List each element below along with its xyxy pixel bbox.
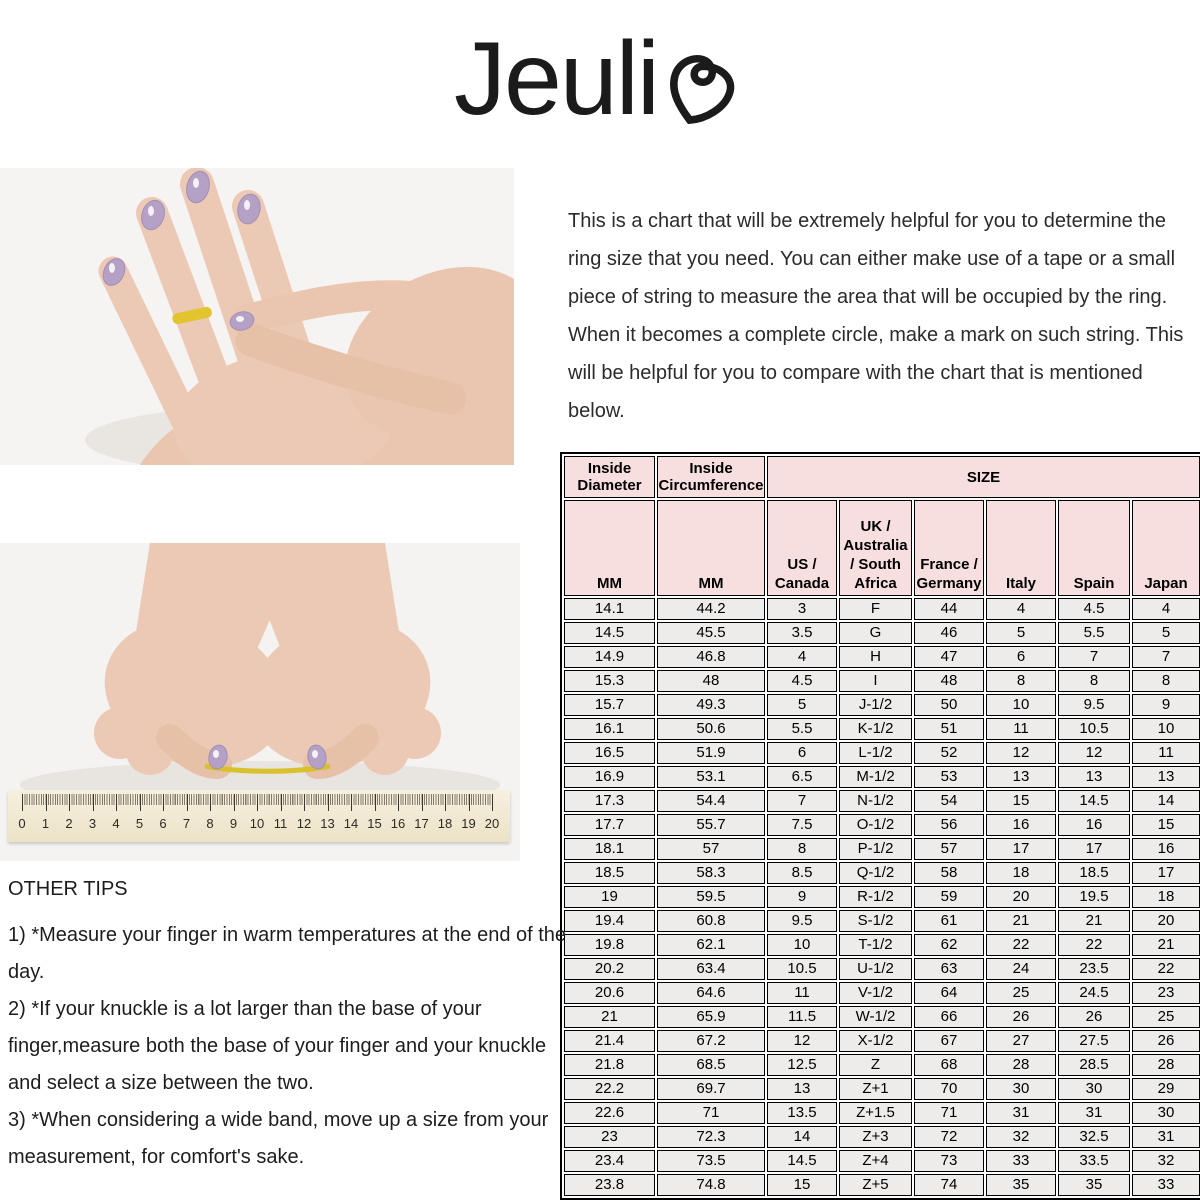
- size-cell: 5: [767, 694, 837, 716]
- size-cell: 14.1: [564, 598, 655, 620]
- ruler-cm-number: 16: [390, 816, 406, 831]
- size-cell: V-1/2: [839, 982, 912, 1004]
- size-cell: 4: [986, 598, 1056, 620]
- size-cell: 3: [767, 598, 837, 620]
- size-cell: 52: [914, 742, 984, 764]
- size-cell: 16.5: [564, 742, 655, 764]
- size-cell: 33: [1132, 1174, 1200, 1196]
- size-cell: 8.5: [767, 862, 837, 884]
- size-cell: 11: [767, 982, 837, 1004]
- size-cell: 20: [986, 886, 1056, 908]
- size-cell: 7: [767, 790, 837, 812]
- header-mm-diameter: MM: [564, 500, 655, 596]
- hand-with-string-illustration: [0, 168, 514, 465]
- size-cell: 10: [1132, 718, 1200, 740]
- size-cell: 9: [1132, 694, 1200, 716]
- size-cell: 23.4: [564, 1150, 655, 1172]
- size-cell: 8: [1132, 670, 1200, 692]
- size-cell: 54.4: [657, 790, 765, 812]
- size-cell: 63.4: [657, 958, 765, 980]
- ruler-cm-number: 11: [273, 816, 288, 831]
- size-cell: 62.1: [657, 934, 765, 956]
- size-cell: 24.5: [1058, 982, 1130, 1004]
- ruler-cm-number: 5: [135, 816, 144, 831]
- ruler-cm-tick: [422, 794, 423, 811]
- ruler-cm-number: 0: [18, 816, 26, 831]
- size-cell: 58: [914, 862, 984, 884]
- size-cell: 19.4: [564, 910, 655, 932]
- table-header-row-2: [564, 500, 1200, 596]
- size-row: [564, 886, 1200, 908]
- size-cell: N-1/2: [839, 790, 912, 812]
- size-cell: 7: [1058, 646, 1130, 668]
- size-cell: 60.8: [657, 910, 765, 932]
- size-cell: 48: [657, 670, 765, 692]
- tip-3: 3) *When considering a wide band, move up a size from your measurement, for comfort's sake.: [8, 1109, 549, 1168]
- size-cell: 66: [914, 1006, 984, 1028]
- size-cell: 16.1: [564, 718, 655, 740]
- header-spain: Spain: [1058, 500, 1130, 596]
- size-cell: 48: [914, 670, 984, 692]
- size-cell: 12: [767, 1030, 837, 1052]
- size-cell: 4: [1132, 598, 1200, 620]
- jeulia-heart-icon: [662, 47, 746, 131]
- size-row: [564, 1054, 1200, 1076]
- size-cell: 20.6: [564, 982, 655, 1004]
- size-cell: 64.6: [657, 982, 765, 1004]
- size-row: [564, 814, 1200, 836]
- size-row: [564, 694, 1200, 716]
- size-cell: 11: [1132, 742, 1200, 764]
- size-row: [564, 862, 1200, 884]
- size-cell: 17.7: [564, 814, 655, 836]
- size-cell: K-1/2: [839, 718, 912, 740]
- size-cell: 49.3: [657, 694, 765, 716]
- size-cell: 24: [986, 958, 1056, 980]
- size-cell: 31: [986, 1102, 1056, 1124]
- size-cell: 14.9: [564, 646, 655, 668]
- size-cell: 9.5: [767, 910, 837, 932]
- size-cell: 14: [1132, 790, 1200, 812]
- size-cell: 47: [914, 646, 984, 668]
- size-cell: 44: [914, 598, 984, 620]
- size-row: [564, 790, 1200, 812]
- size-cell: 22: [1058, 934, 1130, 956]
- size-cell: 21: [1132, 934, 1200, 956]
- ruler-cm-tick: [210, 794, 211, 811]
- size-cell: 9: [767, 886, 837, 908]
- size-cell: 35: [986, 1174, 1056, 1196]
- header-inside-diameter: Inside Diameter: [564, 456, 655, 498]
- size-cell: 63: [914, 958, 984, 980]
- size-row: [564, 1102, 1200, 1124]
- ruler-cm-tick: [257, 794, 258, 811]
- size-cell: 25: [986, 982, 1056, 1004]
- ruler-cm-tick: [445, 794, 446, 811]
- header-italy: Italy: [986, 500, 1056, 596]
- size-cell: 28.5: [1058, 1054, 1130, 1076]
- size-cell: 12: [986, 742, 1056, 764]
- size-cell: 69.7: [657, 1078, 765, 1100]
- size-cell: 57: [657, 838, 765, 860]
- size-cell: 59: [914, 886, 984, 908]
- size-cell: 18.1: [564, 838, 655, 860]
- size-row: [564, 646, 1200, 668]
- ruler-cm-number: 7: [182, 816, 191, 831]
- size-cell: U-1/2: [839, 958, 912, 980]
- size-cell: 10: [767, 934, 837, 956]
- size-cell: 30: [986, 1078, 1056, 1100]
- size-cell: 59.5: [657, 886, 765, 908]
- size-cell: 10: [986, 694, 1056, 716]
- ruler-cm-number: 20: [484, 816, 500, 831]
- size-cell: 5.5: [767, 718, 837, 740]
- size-row: [564, 958, 1200, 980]
- size-cell: Z: [839, 1054, 912, 1076]
- header-uk-australia-south-africa: UK / Australia / South Africa: [839, 500, 912, 596]
- size-cell: 14.5: [767, 1150, 837, 1172]
- tip-2: 2) *If your knuckle is a lot larger than the base of your finger,measure both the base of your finger and your knuckle and select a size between the two.: [8, 998, 547, 1094]
- ruler-cm-number: 13: [320, 816, 335, 831]
- size-cell: 28: [1132, 1054, 1200, 1076]
- size-cell: S-1/2: [839, 910, 912, 932]
- size-cell: 21: [1058, 910, 1130, 932]
- size-cell: O-1/2: [839, 814, 912, 836]
- size-cell: 29: [1132, 1078, 1200, 1100]
- ruler-cm-number: 19: [461, 816, 476, 831]
- size-row: [564, 838, 1200, 860]
- ruler-cm-tick: [281, 794, 282, 811]
- size-cell: R-1/2: [839, 886, 912, 908]
- size-cell: 6.5: [767, 766, 837, 788]
- size-cell: 20.2: [564, 958, 655, 980]
- size-cell: 8: [986, 670, 1056, 692]
- size-cell: 58.3: [657, 862, 765, 884]
- size-row: [564, 1006, 1200, 1028]
- size-cell: I: [839, 670, 912, 692]
- size-row: [564, 910, 1200, 932]
- size-cell: 68: [914, 1054, 984, 1076]
- ruler-cm-number: 3: [88, 816, 97, 831]
- size-cell: 67.2: [657, 1030, 765, 1052]
- size-cell: 57: [914, 838, 984, 860]
- size-cell: 18: [1132, 886, 1200, 908]
- size-cell: 14.5: [1058, 790, 1130, 812]
- size-cell: H: [839, 646, 912, 668]
- size-cell: 28: [986, 1054, 1056, 1076]
- size-cell: 26: [1058, 1006, 1130, 1028]
- ruler-cm-tick: [492, 794, 493, 811]
- size-cell: 8: [1058, 670, 1130, 692]
- size-cell: 62: [914, 934, 984, 956]
- size-cell: 17: [1058, 838, 1130, 860]
- size-cell: 15: [767, 1174, 837, 1196]
- size-row: [564, 742, 1200, 764]
- size-cell: 12: [1058, 742, 1130, 764]
- size-cell: 14: [767, 1126, 837, 1148]
- ruler-cm-tick: [93, 794, 94, 811]
- size-cell: Z+1: [839, 1078, 912, 1100]
- size-cell: 51: [914, 718, 984, 740]
- size-cell: 22: [986, 934, 1056, 956]
- size-cell: 33: [986, 1150, 1056, 1172]
- size-cell: 74.8: [657, 1174, 765, 1196]
- ruler-cm-number: 1: [41, 816, 50, 831]
- ruler-cm-tick: [375, 794, 376, 811]
- size-cell: Q-1/2: [839, 862, 912, 884]
- size-cell: 20: [1132, 910, 1200, 932]
- header-us-canada: US / Canada: [767, 500, 837, 596]
- size-cell: 13: [1132, 766, 1200, 788]
- size-cell: 61: [914, 910, 984, 932]
- size-cell: Z+5: [839, 1174, 912, 1196]
- size-cell: 31: [1058, 1102, 1130, 1124]
- size-cell: L-1/2: [839, 742, 912, 764]
- size-cell: 30: [1132, 1102, 1200, 1124]
- size-cell: 4: [767, 646, 837, 668]
- size-cell: 10.5: [1058, 718, 1130, 740]
- size-row: [564, 718, 1200, 740]
- size-row: [564, 622, 1200, 644]
- size-cell: 18.5: [564, 862, 655, 884]
- size-cell: 51.9: [657, 742, 765, 764]
- ruler-cm-tick: [351, 794, 352, 811]
- size-cell: 19.5: [1058, 886, 1130, 908]
- ruler-cm-number: 6: [159, 816, 167, 831]
- size-cell: 55.7: [657, 814, 765, 836]
- size-cell: 19: [564, 886, 655, 908]
- size-cell: 46: [914, 622, 984, 644]
- size-cell: 11: [986, 718, 1056, 740]
- header-inside-circumference: Inside Circumference: [657, 456, 765, 498]
- header-france-germany: France / Germany: [914, 500, 984, 596]
- size-cell: 6: [986, 646, 1056, 668]
- size-cell: 16: [1132, 838, 1200, 860]
- size-cell: 23.5: [1058, 958, 1130, 980]
- size-row: [564, 1078, 1200, 1100]
- size-cell: 22.2: [564, 1078, 655, 1100]
- size-cell: 72.3: [657, 1126, 765, 1148]
- size-cell: 9.5: [1058, 694, 1130, 716]
- size-cell: M-1/2: [839, 766, 912, 788]
- size-cell: 4.5: [767, 670, 837, 692]
- size-row: [564, 1174, 1200, 1196]
- ruler-cm-number: 9: [229, 816, 238, 831]
- size-cell: 15: [1132, 814, 1200, 836]
- size-cell: 7.5: [767, 814, 837, 836]
- ruler-cm-number: 18: [437, 816, 453, 831]
- size-cell: Z+3: [839, 1126, 912, 1148]
- size-cell: F: [839, 598, 912, 620]
- tip-1: 1) *Measure your finger in warm temperatures at the end of the day.: [8, 924, 567, 983]
- size-cell: 13: [767, 1078, 837, 1100]
- size-cell: 17: [1132, 862, 1200, 884]
- ruler-cm-number: 15: [367, 816, 382, 831]
- size-cell: J-1/2: [839, 694, 912, 716]
- other-tips-section: [8, 878, 568, 1176]
- size-cell: 54: [914, 790, 984, 812]
- size-row: [564, 670, 1200, 692]
- size-cell: 26: [1132, 1030, 1200, 1052]
- size-cell: 72: [914, 1126, 984, 1148]
- size-cell: 64: [914, 982, 984, 1004]
- photo-measure-finger-with-string: [0, 168, 514, 465]
- size-cell: 27: [986, 1030, 1056, 1052]
- wooden-ruler: [8, 790, 510, 842]
- size-cell: 6: [767, 742, 837, 764]
- size-cell: 22.6: [564, 1102, 655, 1124]
- ruler-cm-number: 10: [249, 816, 265, 831]
- ruler-cm-number: 4: [112, 816, 120, 831]
- size-cell: 32.5: [1058, 1126, 1130, 1148]
- size-cell: 15: [986, 790, 1056, 812]
- size-cell: 22: [1132, 958, 1200, 980]
- size-cell: 67: [914, 1030, 984, 1052]
- size-cell: 13.5: [767, 1102, 837, 1124]
- ruler-cm-tick: [469, 794, 470, 811]
- ruler-cm-number: 12: [296, 816, 312, 831]
- ruler-cm-number: 17: [414, 816, 429, 831]
- size-cell: 21: [564, 1006, 655, 1028]
- ruler-cm-tick: [140, 794, 141, 811]
- size-cell: 5: [1132, 622, 1200, 644]
- size-cell: 23: [1132, 982, 1200, 1004]
- size-cell: 33.5: [1058, 1150, 1130, 1172]
- ruler-cm-number: 14: [343, 816, 359, 831]
- size-cell: 8: [767, 838, 837, 860]
- ruler-cm-tick: [187, 794, 188, 811]
- size-cell: T-1/2: [839, 934, 912, 956]
- photo-measure-string-with-ruler: [0, 543, 520, 861]
- size-cell: 45.5: [657, 622, 765, 644]
- other-tips-title: OTHER TIPS: [8, 878, 128, 900]
- brand-logo-text: Jeuli: [454, 21, 658, 137]
- size-cell: 26: [986, 1006, 1056, 1028]
- size-cell: Z+1.5: [839, 1102, 912, 1124]
- ruler-cm-tick: [116, 794, 117, 811]
- size-row: [564, 1126, 1200, 1148]
- brand-logo: [0, 4, 1200, 154]
- size-cell: 27.5: [1058, 1030, 1130, 1052]
- size-cell: 16: [1058, 814, 1130, 836]
- size-cell: 73: [914, 1150, 984, 1172]
- size-cell: 17: [986, 838, 1056, 860]
- size-row: [564, 1030, 1200, 1052]
- size-cell: 44.2: [657, 598, 765, 620]
- size-cell: 16.9: [564, 766, 655, 788]
- size-row: [564, 934, 1200, 956]
- size-cell: 7: [1132, 646, 1200, 668]
- ruler-cm-tick: [22, 794, 23, 811]
- size-cell: 21: [986, 910, 1056, 932]
- size-cell: 23.8: [564, 1174, 655, 1196]
- size-cell: 11.5: [767, 1006, 837, 1028]
- size-cell: 74: [914, 1174, 984, 1196]
- size-cell: 31: [1132, 1126, 1200, 1148]
- size-row: [564, 598, 1200, 620]
- size-cell: 73.5: [657, 1150, 765, 1172]
- size-row: [564, 766, 1200, 788]
- size-cell: 53.1: [657, 766, 765, 788]
- size-cell: 68.5: [657, 1054, 765, 1076]
- size-cell: X-1/2: [839, 1030, 912, 1052]
- size-cell: 46.8: [657, 646, 765, 668]
- size-cell: 65.9: [657, 1006, 765, 1028]
- ruler-cm-number: 2: [65, 816, 73, 831]
- ruler-cm-number: 8: [206, 816, 214, 831]
- size-cell: 13: [1058, 766, 1130, 788]
- ruler-cm-tick: [163, 794, 164, 811]
- intro-paragraph: This is a chart that will be extremely helpful for you to determine the ring size that you need. You can either make use of a tape or a small piece of string to measure the area that will be occupied by the ring. When it becomes a complete circle, make a mark on such string. This will be helpful for you to compare with the chart that is mentioned below.: [568, 210, 1184, 422]
- size-cell: 3.5: [767, 622, 837, 644]
- size-row: [564, 982, 1200, 1004]
- size-cell: G: [839, 622, 912, 644]
- size-cell: 35: [1058, 1174, 1130, 1196]
- size-cell: 32: [986, 1126, 1056, 1148]
- size-cell: 71: [914, 1102, 984, 1124]
- header-size: SIZE: [767, 456, 1200, 498]
- ruler-cm-tick: [234, 794, 235, 811]
- size-cell: 21.8: [564, 1054, 655, 1076]
- size-cell: 13: [986, 766, 1056, 788]
- size-row: [564, 1150, 1200, 1172]
- size-cell: 30: [1058, 1078, 1130, 1100]
- header-mm-circumference: MM: [657, 500, 765, 596]
- size-cell: 15.7: [564, 694, 655, 716]
- size-cell: 4.5: [1058, 598, 1130, 620]
- size-cell: 53: [914, 766, 984, 788]
- size-cell: 18: [986, 862, 1056, 884]
- size-cell: 16: [986, 814, 1056, 836]
- size-cell: 10.5: [767, 958, 837, 980]
- size-cell: 12.5: [767, 1054, 837, 1076]
- size-cell: 5: [986, 622, 1056, 644]
- size-cell: 14.5: [564, 622, 655, 644]
- size-cell: 18.5: [1058, 862, 1130, 884]
- size-cell: W-1/2: [839, 1006, 912, 1028]
- ruler-cm-tick: [46, 794, 47, 811]
- size-cell: 56: [914, 814, 984, 836]
- ruler-cm-tick: [69, 794, 70, 811]
- table-header-row-1: [564, 456, 1200, 498]
- size-cell: Z+4: [839, 1150, 912, 1172]
- size-cell: 21.4: [564, 1030, 655, 1052]
- size-cell: 70: [914, 1078, 984, 1100]
- header-japan: Japan: [1132, 500, 1200, 596]
- ruler-cm-tick: [328, 794, 329, 811]
- ruler-cm-tick: [398, 794, 399, 811]
- size-cell: 5.5: [1058, 622, 1130, 644]
- size-cell: 50: [914, 694, 984, 716]
- size-cell: 50.6: [657, 718, 765, 740]
- size-cell: P-1/2: [839, 838, 912, 860]
- size-cell: 25: [1132, 1006, 1200, 1028]
- size-cell: 19.8: [564, 934, 655, 956]
- ruler-cm-tick: [304, 794, 305, 811]
- size-cell: 71: [657, 1102, 765, 1124]
- size-cell: 15.3: [564, 670, 655, 692]
- size-cell: 17.3: [564, 790, 655, 812]
- ring-size-table: [560, 452, 1200, 1200]
- size-cell: 32: [1132, 1150, 1200, 1172]
- size-cell: 23: [564, 1126, 655, 1148]
